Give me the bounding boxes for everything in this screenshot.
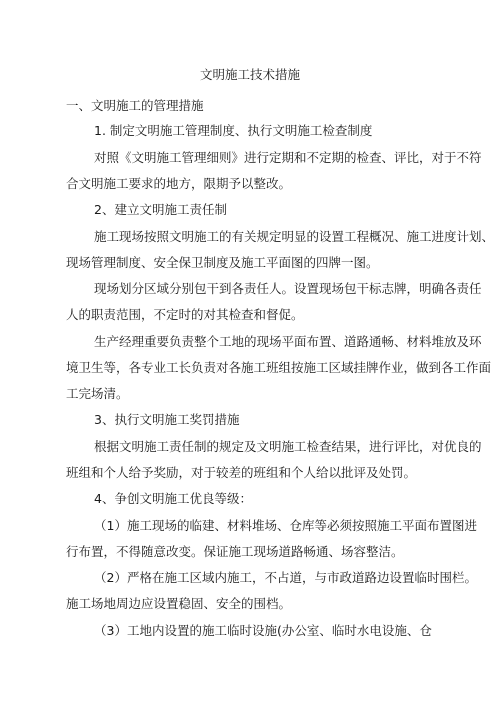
subsection-heading-1: 1. 制定文明施工管理制度、执行文明施工检查制度 bbox=[94, 123, 373, 138]
list-item-line: 施工场地周边应设置稳固、安全的围档。 bbox=[66, 596, 292, 611]
paragraph-line: 工完场清。 bbox=[66, 386, 129, 401]
subsection-heading-4: 4、争创文明施工优良等级： bbox=[94, 491, 252, 506]
paragraph-line: 生产经理重要负责整个工地的现场平面布置、道路通畅、材料堆放及环 bbox=[94, 334, 482, 349]
paragraph-line: 境卫生等，各专业工长负责对各施工班组按施工区域挂牌作业，做到各工作面 bbox=[66, 360, 492, 375]
subsection-heading-3: 3、执行文明施工奖罚措施 bbox=[94, 412, 240, 427]
list-item-line: （1）施工现场的临建、材料堆场、仓库等必须按照施工平面布置图进 bbox=[94, 518, 477, 533]
paragraph-line: 人的职责范围，不定时的对其检查和督促。 bbox=[66, 307, 304, 322]
list-item-line: 行布置，不得随意改变。保证施工现场道路畅通、场容整洁。 bbox=[66, 544, 404, 559]
paragraph-line: 现场管理制度、安全保卫制度及施工平面图的四牌一图。 bbox=[66, 255, 379, 270]
paragraph-line: 现场划分区域分别包干到各责任人。设置现场包干标志牌，明确各责任 bbox=[94, 281, 482, 296]
section-heading-1: 一、文明施工的管理措施 bbox=[66, 98, 204, 113]
paragraph-line: 对照《文明施工管理细则》进行定期和不定期的检查、评比，对于不符 bbox=[94, 150, 482, 165]
paragraph-line: 班组和个人给予奖励，对于较差的班组和个人给以批评及处罚。 bbox=[66, 465, 417, 480]
paragraph-line: 根据文明施工责任制的规定及文明施工检查结果，进行评比，对优良的 bbox=[94, 439, 482, 454]
document-title: 文明施工技术措施 bbox=[199, 67, 300, 82]
subsection-heading-2: 2、建立文明施工责任制 bbox=[94, 202, 227, 217]
paragraph-line: 施工现场按照文明施工的有关规定明显的设置工程概况、施工进度计划、 bbox=[94, 229, 495, 244]
list-item-line: （2）严格在施工区域内施工，不占道，与市政道路边设置临时围栏。 bbox=[94, 570, 477, 585]
list-item-line: （3）工地内设置的施工临时设施(办公室、临时水电设施、仓 bbox=[94, 623, 432, 638]
paragraph-line: 合文明施工要求的地方，限期予以整改。 bbox=[66, 176, 292, 191]
